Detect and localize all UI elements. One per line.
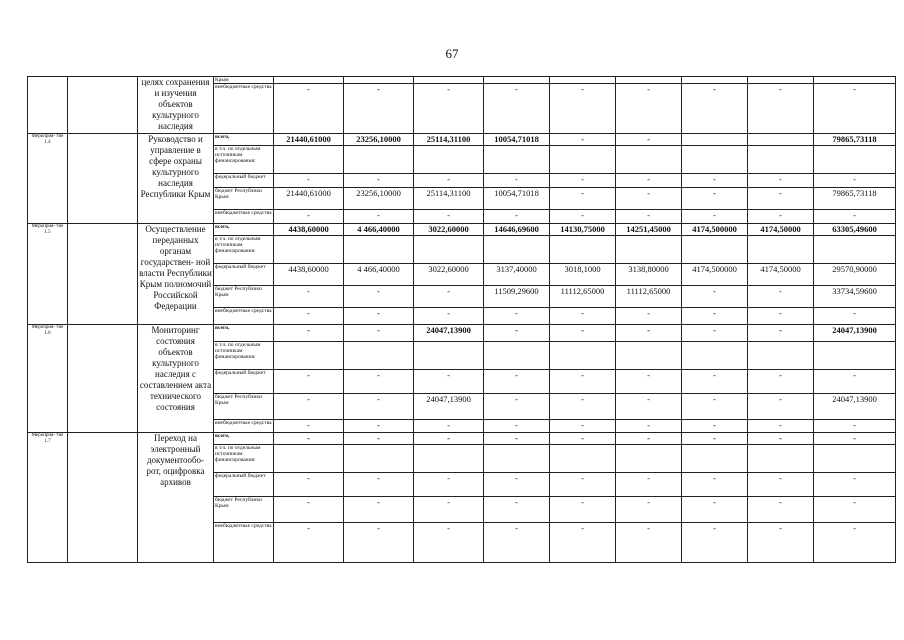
measure-code: Мероприя- тие 1.4 <box>28 134 68 224</box>
value-cell: - <box>344 286 414 308</box>
value-cell <box>814 77 896 84</box>
value-cell: - <box>274 325 344 342</box>
value-cell: 23256,10000 <box>344 134 414 146</box>
value-cell: - <box>814 308 896 325</box>
value-cell <box>748 445 814 473</box>
value-cell <box>748 342 814 370</box>
value-cell <box>682 146 748 174</box>
value-cell: - <box>550 188 616 210</box>
value-cell: - <box>550 433 616 445</box>
value-cell: - <box>344 523 414 563</box>
value-cell: - <box>274 370 344 394</box>
value-cell: - <box>484 523 550 563</box>
value-cell: - <box>616 497 682 523</box>
value-cell: 4438,60000 <box>274 264 344 286</box>
measure-code: Мероприя- тие 1.5 <box>28 224 68 325</box>
value-cell: - <box>682 497 748 523</box>
funding-source: в т.ч. по отдельным источникам финансирования: <box>214 342 274 370</box>
value-cell: - <box>414 308 484 325</box>
value-cell: 25114,31100 <box>414 188 484 210</box>
funding-source: всего, <box>214 433 274 445</box>
value-cell: - <box>748 523 814 563</box>
value-cell: - <box>748 433 814 445</box>
measure-name: Осуществление переданных органам государствен- ной власти Республики Крым полномочий Российской Федерации <box>138 224 214 325</box>
value-cell: - <box>414 174 484 188</box>
value-cell <box>682 342 748 370</box>
measure-name: целях сохранения и изучения объектов культурного наследия <box>138 77 214 134</box>
value-cell: - <box>550 174 616 188</box>
value-cell: - <box>748 473 814 497</box>
value-cell: 11509,29600 <box>484 286 550 308</box>
value-cell: 11112,65000 <box>550 286 616 308</box>
value-cell: - <box>414 433 484 445</box>
value-cell <box>274 236 344 264</box>
value-cell <box>748 146 814 174</box>
table-row <box>28 77 896 84</box>
value-cell: - <box>344 174 414 188</box>
value-cell: - <box>550 473 616 497</box>
responsible-cell <box>68 77 138 134</box>
value-cell <box>616 146 682 174</box>
value-cell: - <box>344 308 414 325</box>
value-cell: - <box>484 433 550 445</box>
value-cell: - <box>484 308 550 325</box>
value-cell: - <box>616 433 682 445</box>
funding-source: всего, <box>214 134 274 146</box>
value-cell: - <box>814 473 896 497</box>
value-cell <box>344 236 414 264</box>
value-cell: - <box>616 134 682 146</box>
value-cell: - <box>814 84 896 134</box>
value-cell <box>682 134 748 146</box>
funding-source: Крым <box>214 77 274 84</box>
value-cell: - <box>414 84 484 134</box>
value-cell: - <box>550 523 616 563</box>
value-cell: - <box>274 473 344 497</box>
value-cell <box>616 77 682 84</box>
value-cell: - <box>274 174 344 188</box>
value-cell: - <box>616 188 682 210</box>
value-cell: - <box>484 370 550 394</box>
value-cell: - <box>682 325 748 342</box>
value-cell <box>550 445 616 473</box>
value-cell: - <box>550 325 616 342</box>
value-cell: 14130,75000 <box>550 224 616 236</box>
measure-code: Мероприя- тие 1.7 <box>28 433 68 563</box>
value-cell: - <box>484 174 550 188</box>
value-cell: - <box>550 370 616 394</box>
value-cell <box>484 236 550 264</box>
value-cell: - <box>814 210 896 224</box>
value-cell: - <box>748 174 814 188</box>
value-cell: - <box>616 84 682 134</box>
value-cell: - <box>414 210 484 224</box>
value-cell: - <box>814 433 896 445</box>
value-cell: 10054,71018 <box>484 188 550 210</box>
table-row <box>28 224 896 236</box>
value-cell <box>274 77 344 84</box>
value-cell <box>814 445 896 473</box>
value-cell <box>414 146 484 174</box>
funding-source: всего, <box>214 325 274 342</box>
value-cell: - <box>484 210 550 224</box>
value-cell <box>616 342 682 370</box>
table-row <box>28 433 896 445</box>
value-cell <box>682 77 748 84</box>
value-cell: 24047,13900 <box>414 325 484 342</box>
value-cell: - <box>484 325 550 342</box>
value-cell: - <box>344 497 414 523</box>
value-cell <box>484 146 550 174</box>
value-cell: - <box>274 286 344 308</box>
value-cell: 10054,71018 <box>484 134 550 146</box>
value-cell: 23256,10000 <box>344 188 414 210</box>
funding-source: в т.ч. по отдельным источникам финансирования: <box>214 236 274 264</box>
value-cell: - <box>682 210 748 224</box>
responsible-cell <box>68 433 138 563</box>
value-cell: - <box>814 497 896 523</box>
value-cell: - <box>484 84 550 134</box>
funding-source: федеральный бюджет <box>214 174 274 188</box>
value-cell: - <box>682 433 748 445</box>
value-cell <box>550 342 616 370</box>
value-cell: - <box>682 286 748 308</box>
value-cell <box>616 445 682 473</box>
value-cell <box>414 236 484 264</box>
value-cell: 4174,500000 <box>682 224 748 236</box>
value-cell: 4174,500000 <box>682 264 748 286</box>
value-cell: 63305,49600 <box>814 224 896 236</box>
funding-source: в т.ч. по отдельным источникам финансирования: <box>214 445 274 473</box>
value-cell: - <box>616 473 682 497</box>
value-cell: - <box>484 497 550 523</box>
value-cell: - <box>616 370 682 394</box>
value-cell: 24047,13900 <box>814 394 896 420</box>
value-cell: - <box>550 497 616 523</box>
value-cell: - <box>814 174 896 188</box>
value-cell: - <box>274 394 344 420</box>
value-cell: - <box>550 394 616 420</box>
value-cell <box>814 146 896 174</box>
value-cell: - <box>484 394 550 420</box>
value-cell: - <box>748 84 814 134</box>
value-cell: - <box>682 370 748 394</box>
value-cell: - <box>814 370 896 394</box>
funding-source: внебюджетные средства <box>214 420 274 433</box>
value-cell: - <box>748 286 814 308</box>
value-cell: - <box>550 210 616 224</box>
value-cell <box>484 77 550 84</box>
value-cell: 3022,60000 <box>414 224 484 236</box>
value-cell: - <box>748 210 814 224</box>
value-cell: 21440,61000 <box>274 134 344 146</box>
value-cell <box>682 236 748 264</box>
value-cell: - <box>616 174 682 188</box>
value-cell: - <box>344 420 414 433</box>
value-cell <box>344 77 414 84</box>
funding-source: бюджет Республики Крым <box>214 394 274 420</box>
value-cell: - <box>616 308 682 325</box>
measure-name: Мониторинг состояния объектов культурного наследия с составлением акта технического состояния <box>138 325 214 433</box>
value-cell <box>682 445 748 473</box>
value-cell: - <box>274 420 344 433</box>
value-cell: - <box>748 394 814 420</box>
value-cell: 4174,50000 <box>748 224 814 236</box>
value-cell <box>550 146 616 174</box>
budget-table <box>27 76 896 563</box>
value-cell: 4438,60000 <box>274 224 344 236</box>
value-cell: - <box>344 325 414 342</box>
value-cell: - <box>274 433 344 445</box>
value-cell: - <box>748 420 814 433</box>
value-cell: - <box>344 370 414 394</box>
value-cell: - <box>682 188 748 210</box>
responsible-cell <box>68 325 138 433</box>
funding-source: всего, <box>214 224 274 236</box>
value-cell: - <box>550 308 616 325</box>
funding-source: федеральный бюджет <box>214 473 274 497</box>
value-cell: - <box>682 84 748 134</box>
value-cell <box>814 236 896 264</box>
value-cell: - <box>616 523 682 563</box>
table-body <box>28 77 896 563</box>
table-row <box>28 134 896 146</box>
value-cell: - <box>344 394 414 420</box>
value-cell: - <box>682 308 748 325</box>
value-cell: - <box>748 370 814 394</box>
value-cell: 4 466,40000 <box>344 264 414 286</box>
value-cell: - <box>550 420 616 433</box>
funding-source: внебюджетные средства <box>214 210 274 224</box>
value-cell: - <box>550 134 616 146</box>
value-cell: 24047,13900 <box>814 325 896 342</box>
value-cell: 3137,40000 <box>484 264 550 286</box>
value-cell: - <box>682 394 748 420</box>
value-cell: - <box>414 370 484 394</box>
value-cell <box>274 342 344 370</box>
value-cell <box>616 236 682 264</box>
value-cell: - <box>748 497 814 523</box>
value-cell: - <box>414 497 484 523</box>
value-cell: - <box>616 210 682 224</box>
value-cell <box>748 77 814 84</box>
value-cell: 3138,80000 <box>616 264 682 286</box>
value-cell: 79865,73118 <box>814 188 896 210</box>
value-cell <box>550 77 616 84</box>
funding-source: бюджет Республики Крым <box>214 188 274 210</box>
value-cell: - <box>274 523 344 563</box>
value-cell: - <box>814 523 896 563</box>
value-cell <box>550 236 616 264</box>
funding-source: бюджет Республики Крым <box>214 497 274 523</box>
value-cell: - <box>682 420 748 433</box>
value-cell: - <box>414 420 484 433</box>
value-cell <box>484 445 550 473</box>
funding-source: внебюджетные средства <box>214 308 274 325</box>
value-cell: - <box>414 286 484 308</box>
value-cell: - <box>616 394 682 420</box>
value-cell: 3022,60000 <box>414 264 484 286</box>
value-cell: 79865,73118 <box>814 134 896 146</box>
page-number: 67 <box>445 46 459 61</box>
value-cell: 4174,50000 <box>748 264 814 286</box>
value-cell: 11112,65000 <box>616 286 682 308</box>
value-cell: - <box>682 523 748 563</box>
measure-name: Переход на электронный документообо- рот, оцифровка архивов <box>138 433 214 563</box>
funding-source: федеральный бюджет <box>214 370 274 394</box>
value-cell: 14646,69600 <box>484 224 550 236</box>
value-cell: 3018,1000 <box>550 264 616 286</box>
value-cell: - <box>274 210 344 224</box>
responsible-cell <box>68 224 138 325</box>
value-cell: 25114,31100 <box>414 134 484 146</box>
value-cell: - <box>344 84 414 134</box>
funding-source: бюджет Республики Крым <box>214 286 274 308</box>
value-cell: - <box>274 308 344 325</box>
responsible-cell <box>68 134 138 224</box>
funding-source: внебюджетные средства <box>214 523 274 563</box>
funding-source: внебюджетные средства <box>214 84 274 134</box>
value-cell: - <box>344 210 414 224</box>
value-cell: 33734,59600 <box>814 286 896 308</box>
value-cell <box>814 342 896 370</box>
value-cell: - <box>274 84 344 134</box>
value-cell <box>344 342 414 370</box>
value-cell: - <box>550 84 616 134</box>
value-cell: - <box>484 420 550 433</box>
value-cell: - <box>414 473 484 497</box>
value-cell <box>274 445 344 473</box>
value-cell: - <box>344 473 414 497</box>
value-cell: - <box>814 420 896 433</box>
value-cell: - <box>748 325 814 342</box>
value-cell <box>344 146 414 174</box>
value-cell: - <box>484 473 550 497</box>
value-cell <box>748 236 814 264</box>
value-cell: - <box>682 473 748 497</box>
measure-code: Мероприя- тие 1.6 <box>28 325 68 433</box>
measure-code <box>28 77 68 134</box>
value-cell <box>484 342 550 370</box>
value-cell: - <box>616 420 682 433</box>
table-row <box>28 325 896 342</box>
value-cell <box>344 445 414 473</box>
value-cell <box>414 445 484 473</box>
value-cell: - <box>616 325 682 342</box>
measure-name: Руководство и управление в сфере охраны культурного наследия Республики Крым <box>138 134 214 224</box>
value-cell: - <box>274 497 344 523</box>
value-cell <box>274 146 344 174</box>
value-cell: 21440,61000 <box>274 188 344 210</box>
value-cell <box>414 342 484 370</box>
value-cell: 14251,45000 <box>616 224 682 236</box>
funding-source: федеральный бюджет <box>214 264 274 286</box>
value-cell: 24047,13900 <box>414 394 484 420</box>
value-cell: 29570,90000 <box>814 264 896 286</box>
value-cell <box>748 134 814 146</box>
value-cell: - <box>414 523 484 563</box>
value-cell: - <box>344 433 414 445</box>
value-cell: - <box>748 188 814 210</box>
value-cell: - <box>682 174 748 188</box>
value-cell <box>414 77 484 84</box>
value-cell: 4 466,40000 <box>344 224 414 236</box>
value-cell: - <box>748 308 814 325</box>
funding-source: в т.ч. по отдельным источникам финансирования: <box>214 146 274 174</box>
